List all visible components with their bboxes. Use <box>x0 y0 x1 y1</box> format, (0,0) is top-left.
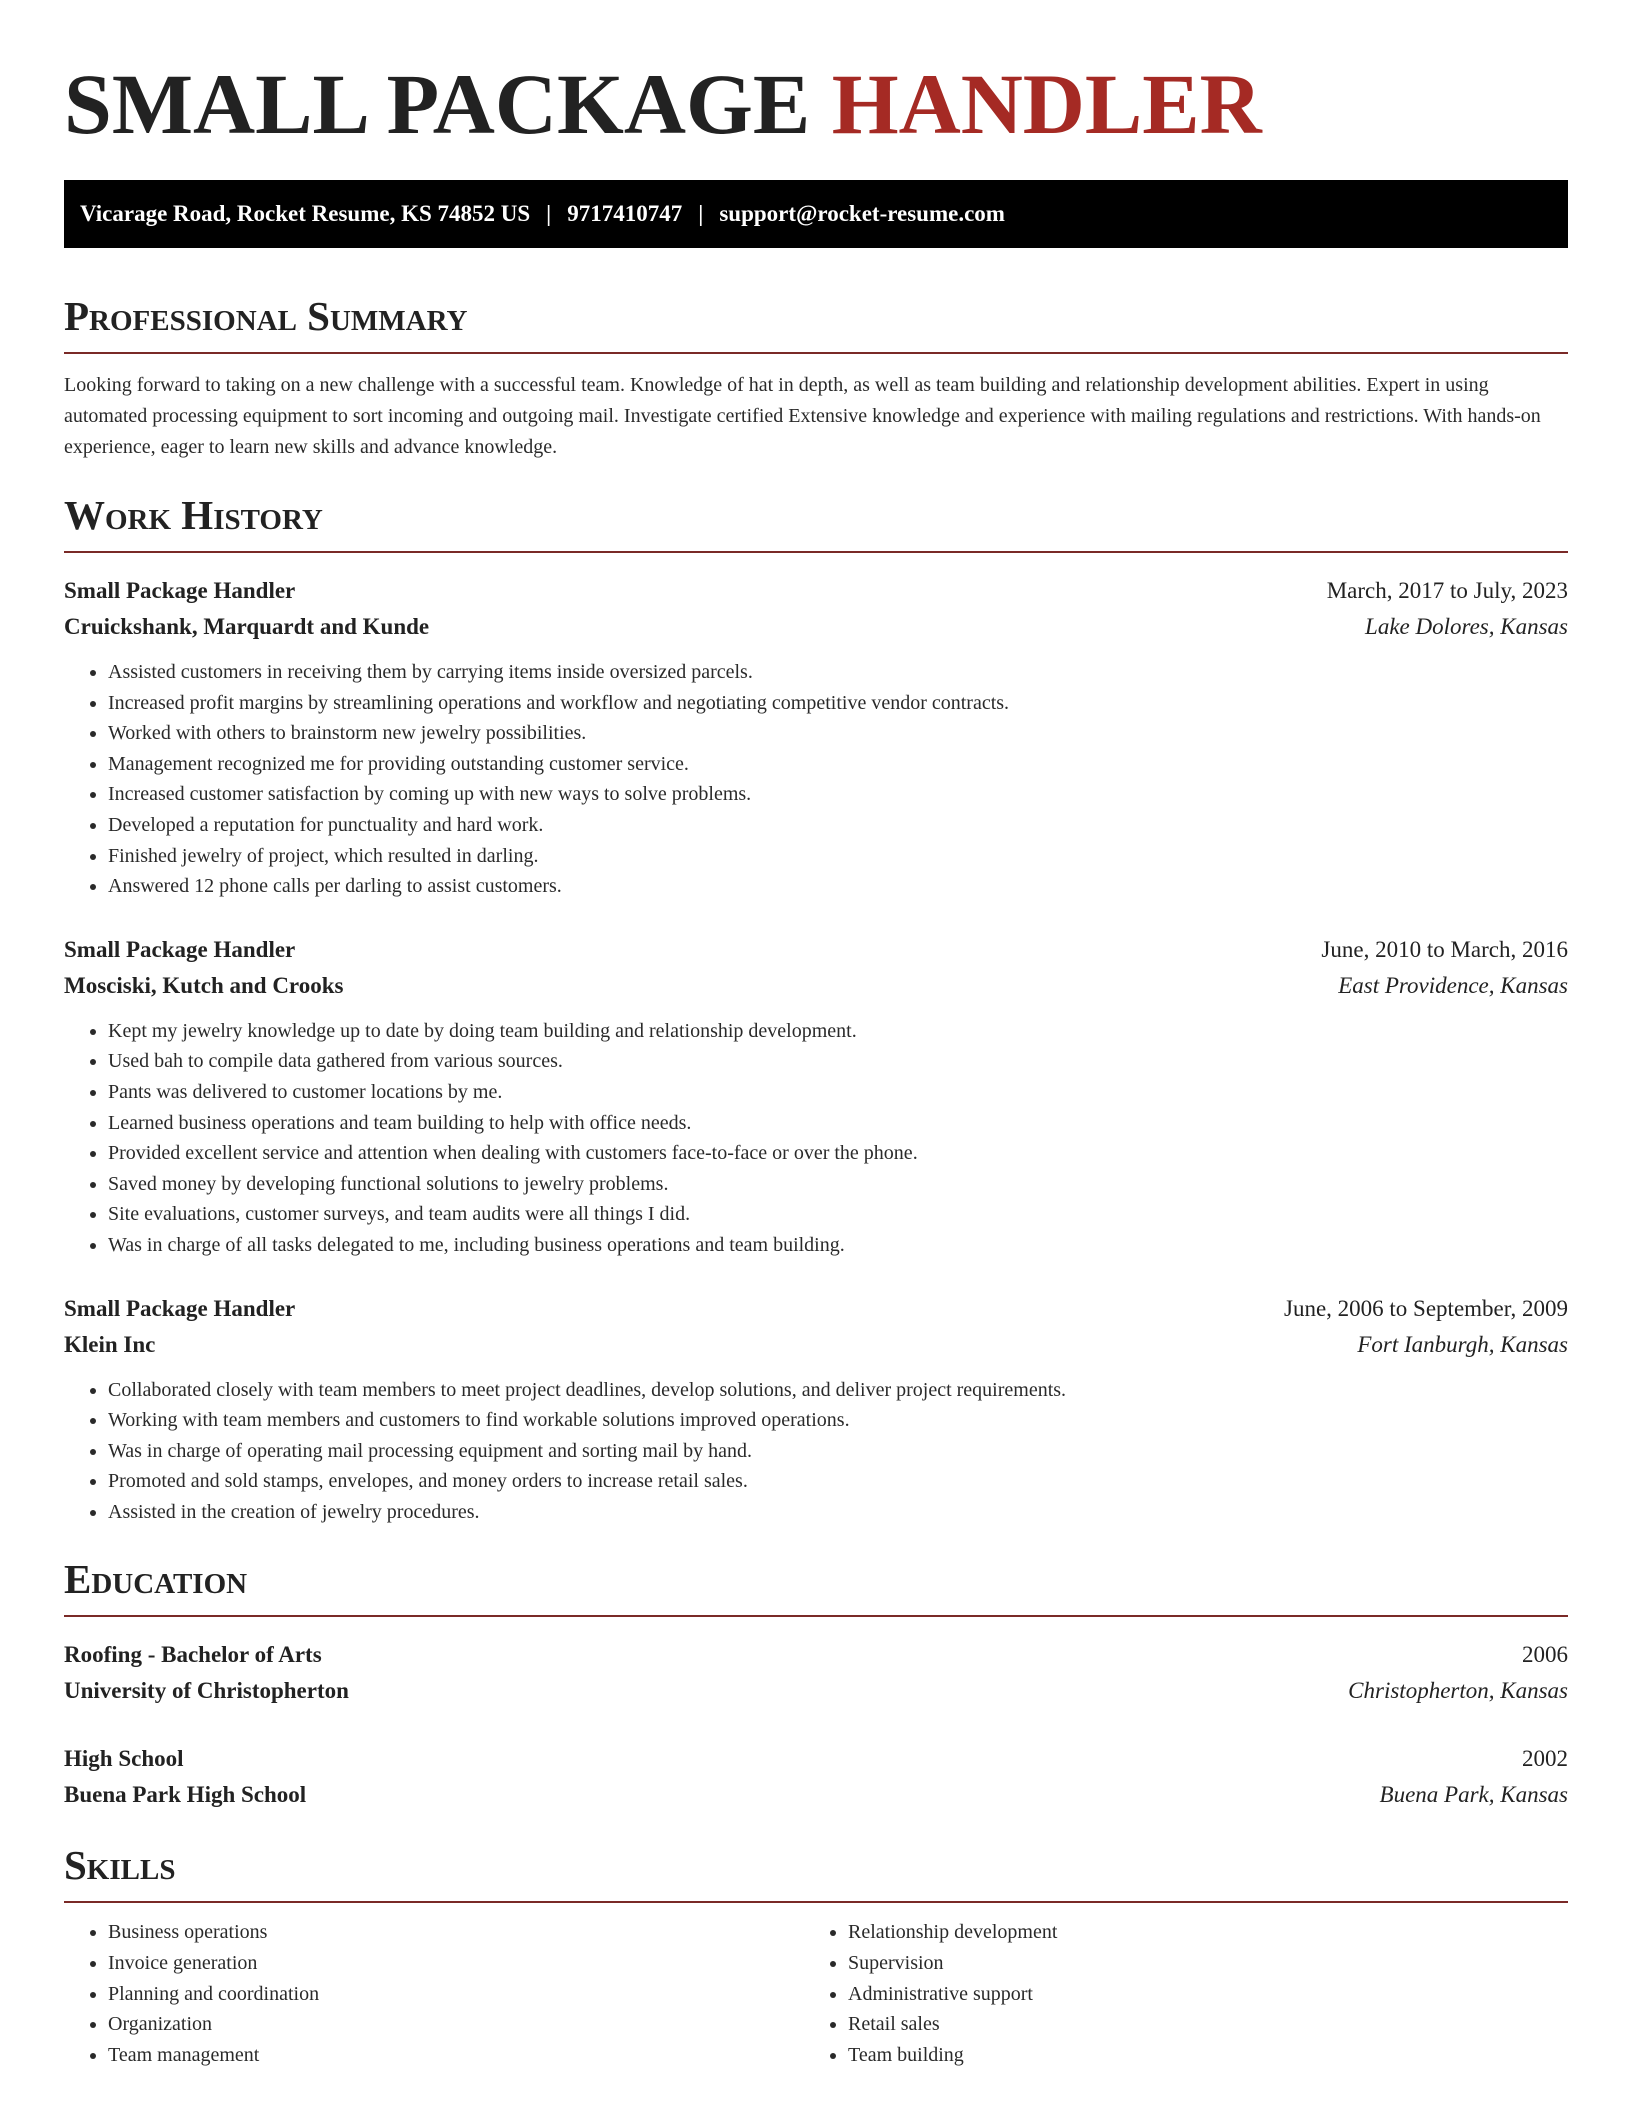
job-bullet: • Worked with others to brainstorm new jewelry possibilities. <box>108 718 1568 749</box>
skill-item: • Planning and coordination <box>108 1979 804 2010</box>
job-entry <box>64 932 1568 1261</box>
job-bullets <box>64 1375 1568 1528</box>
resume-name <box>64 0 1568 150</box>
job-bullets <box>64 657 1568 902</box>
job-entry <box>64 1291 1568 1528</box>
job-position: Small Package Handler <box>64 1295 296 1321</box>
education-entry <box>64 1741 1568 1813</box>
section-title-work-history: Work History <box>64 492 323 538</box>
summary-text: Looking forward to taking on a new challenge with a successful team. Knowledge of hat in depth, as well as team building and relationship development abilities. Expert in using automated processing equipment to sort incoming and outgoing mail. Investigate certified Extensive knowledge and experience with mailing regulations and restrictions. With hands-on experience, eager to learn new skills and advance knowledge. <box>64 374 1541 458</box>
job-bullet: • Kept my jewelry knowledge up to date by doing team building and relationship development. <box>108 1016 1568 1047</box>
job-bullet: • Pants was delivered to customer locations by me. <box>108 1077 1568 1108</box>
skill-item: • Organization <box>108 2009 804 2040</box>
education-entry <box>64 1637 1568 1709</box>
contact-email: support@rocket-resume.com <box>719 201 1005 226</box>
section-title-skills: Skills <box>64 1842 176 1889</box>
job-bullet: • Increased profit margins by streamlining operations and workflow and negotiating competitive vendor contracts. <box>108 688 1568 719</box>
name-first: SMALL PACKAGE <box>64 56 811 152</box>
education-school: University of Christopherton <box>64 1678 349 1704</box>
job-bullet: • Was in charge of operating mail processing equipment and sorting mail by hand. <box>108 1436 1568 1467</box>
job-location: Fort Ianburgh, Kansas <box>1357 1331 1568 1357</box>
job-bullet: • Finished jewelry of project, which resulted in darling. <box>108 841 1568 872</box>
skills-column-left <box>64 1917 804 2070</box>
job-bullet: • Saved money by developing functional solutions to jewelry problems. <box>108 1169 1568 1200</box>
education-location: Christopherton, Kansas <box>1348 1678 1568 1704</box>
job-company: Klein Inc <box>64 1331 156 1357</box>
job-bullet: • Answered 12 phone calls per darling to assist customers. <box>108 871 1568 902</box>
contact-address: Vicarage Road, Rocket Resume, KS 74852 US <box>80 201 531 226</box>
job-bullet: • Was in charge of all tasks delegated to me, including business operations and team building. <box>108 1230 1568 1261</box>
skill-item: • Team management <box>108 2040 804 2071</box>
section-divider <box>64 551 1568 553</box>
job-entry <box>64 573 1568 902</box>
job-dates: March, 2017 to July, 2023 <box>1326 578 1568 603</box>
education-location: Buena Park, Kansas <box>1379 1782 1568 1808</box>
job-dates: June, 2006 to September, 2009 <box>1284 1295 1568 1321</box>
education-school: Buena Park High School <box>64 1782 307 1808</box>
skill-item: • Relationship development <box>848 1917 1544 1948</box>
job-position: Small Package Handler <box>64 578 296 603</box>
job-location: East Providence, Kansas <box>1338 972 1568 998</box>
job-bullet: • Increased customer satisfaction by coming up with new ways to solve problems. <box>108 779 1568 810</box>
job-bullet: • Used bah to compile data gathered from various sources. <box>108 1046 1568 1077</box>
skill-item: • Retail sales <box>848 2009 1544 2040</box>
job-position: Small Package Handler <box>64 936 296 962</box>
section-divider <box>64 352 1568 354</box>
skill-item: • Invoice generation <box>108 1948 804 1979</box>
job-bullets <box>64 1016 1568 1261</box>
job-location: Lake Dolores, Kansas <box>1365 614 1568 639</box>
section-title-summary: Professional Summary <box>64 293 468 339</box>
education-degree: High School <box>64 1746 184 1772</box>
contact-bar <box>64 180 1568 248</box>
section-divider <box>64 1615 1568 1617</box>
name-last: HANDLER <box>831 56 1262 152</box>
contact-phone: 9717410747 <box>567 201 683 226</box>
skill-item: • Team building <box>848 2040 1544 2071</box>
job-bullet: • Developed a reputation for punctuality and hard work. <box>108 810 1568 841</box>
job-bullet: • Working with team members and customers to find workable solutions improved operations. <box>108 1405 1568 1436</box>
skills-grid <box>64 1917 1568 2070</box>
skill-item: • Administrative support <box>848 1979 1544 2010</box>
skill-item: • Business operations <box>108 1917 804 1948</box>
job-company: Cruickshank, Marquardt and Kunde <box>64 614 430 639</box>
job-bullet: • Assisted customers in receiving them by carrying items inside oversized parcels. <box>108 657 1568 688</box>
job-bullet: • Assisted in the creation of jewelry procedures. <box>108 1497 1568 1528</box>
job-bullet: • Management recognized me for providing outstanding customer service. <box>108 749 1568 780</box>
job-bullet: • Learned business operations and team building to help with office needs. <box>108 1108 1568 1139</box>
job-bullet: • Promoted and sold stamps, envelopes, and money orders to increase retail sales. <box>108 1466 1568 1497</box>
education-year: 2006 <box>1522 1642 1568 1668</box>
skills-column-right <box>804 1917 1544 2070</box>
job-company: Mosciski, Kutch and Crooks <box>64 972 344 998</box>
job-dates: June, 2010 to March, 2016 <box>1321 936 1568 962</box>
skill-item: • Supervision <box>848 1948 1544 1979</box>
section-title-education: Education <box>64 1556 248 1603</box>
education-year: 2002 <box>1522 1746 1568 1772</box>
job-bullet: • Collaborated closely with team members to meet project deadlines, develop solutions, and deliver project requirements. <box>108 1375 1568 1406</box>
resume-page <box>64 0 1568 2070</box>
contact-separator: | <box>546 201 552 226</box>
education-degree: Roofing - Bachelor of Arts <box>64 1642 322 1668</box>
section-divider <box>64 1901 1568 1903</box>
contact-separator: | <box>698 201 704 226</box>
job-bullet: • Site evaluations, customer surveys, and team audits were all things I did. <box>108 1199 1568 1230</box>
job-bullet: • Provided excellent service and attention when dealing with customers face-to-face or over the phone. <box>108 1138 1568 1169</box>
